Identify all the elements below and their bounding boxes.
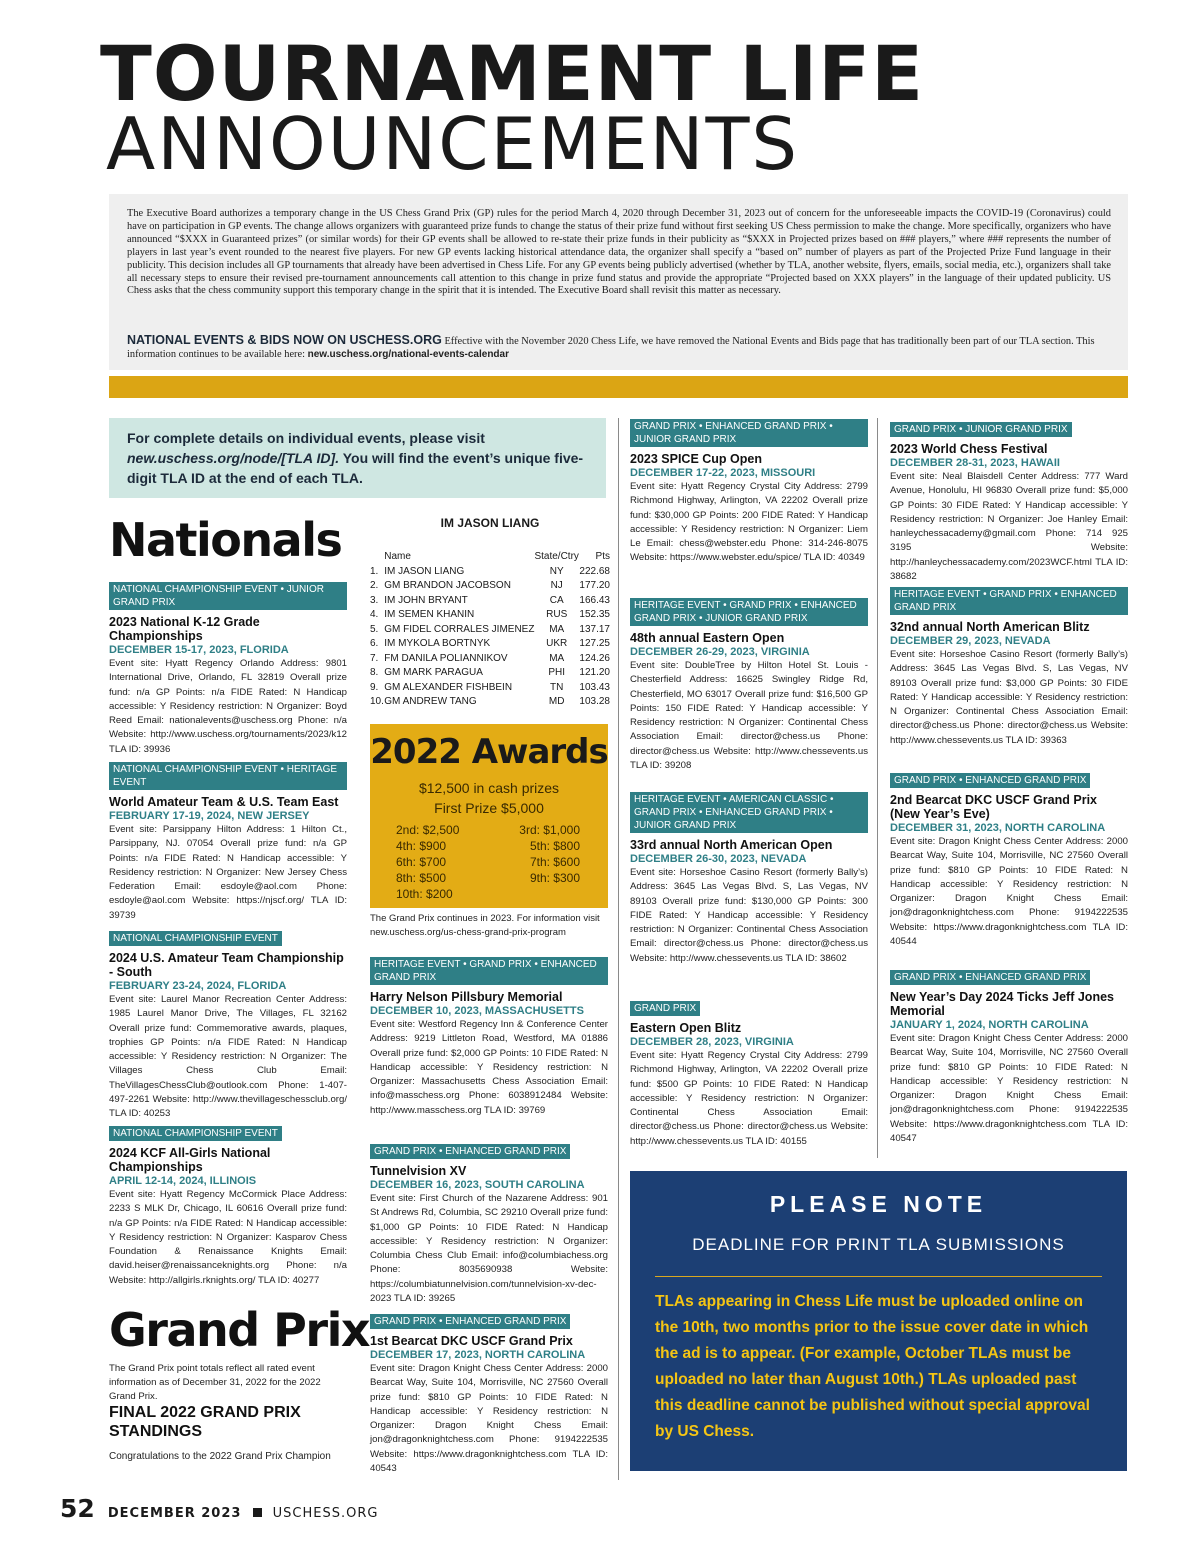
event-k12-championships <box>109 582 347 757</box>
event-date: DECEMBER 29, 2023, NEVADA <box>890 635 1051 647</box>
issue-date: DECEMBER 2023 <box>107 1506 242 1521</box>
rank: 10. <box>370 696 384 707</box>
page-title-line-2: ANNOUNCEMENTS <box>106 102 800 186</box>
player-pts: 103.43 <box>579 681 610 693</box>
event-tag: GRAND PRIX • ENHANCED GRAND PRIX <box>370 1144 570 1159</box>
details-callout <box>109 418 606 498</box>
event-body: Event site: Dragon Knight Chess Center Address: 2000 Bearcat Way, Suite 104, Morrisville, NC 27560 Overall prize fund: $810 GP Points: 10 FIDE Rated: N Handicap accessible: Y Residency restriction: N Organizer: Dragon Knight Chess Email: jon@dragonknightchess.com Phone: 9194222535 Website: https://www.dragonknightchess.com TLA ID: 40544 <box>890 836 1128 948</box>
event-title: Tunnelvision XV <box>370 1164 467 1178</box>
player-state: UKR <box>546 638 568 649</box>
event-body: Event site: Horseshoe Casino Resort (formerly Bally’s) Address: 3645 Las Vegas Blvd. S, Las Vegas, NV 89103 Overall prize fund: $130,000 GP Points: 300 FIDE Rated: Y Handicap accessible: Y Residency restriction: N Organizer: Continental Chess Association Email: director@chess.us Phone: director@chess.us Website: http://www.chessevents.us TLA ID: 38602 <box>630 867 868 964</box>
event-date: DECEMBER 28-31, 2023, HAWAII <box>890 457 1060 469</box>
prize-item: 2nd: $2,500 <box>396 823 460 837</box>
national-events-text: Effective with the November 2020 Chess Life, we have removed the National Events and Bids page that has traditionally been part of our TLA section. This information continues to be available here: <box>127 336 1095 360</box>
table-row <box>370 608 610 623</box>
event-tag: NATIONAL CHAMPIONSHIP EVENT • JUNIOR GRAND PRIX <box>109 582 347 610</box>
rank: 1. <box>370 565 379 577</box>
col-header-pts: Pts <box>595 551 610 562</box>
player-name: GM ANDREW TANG <box>384 696 477 707</box>
rank: 3. <box>370 594 379 606</box>
player-name: GM MARK PARAGUA <box>384 667 483 678</box>
event-eastern-open <box>630 598 868 773</box>
player-state: NY <box>549 565 564 577</box>
column-divider <box>877 418 878 1158</box>
player-name: GM ALEXANDER FISHBEIN <box>384 681 513 693</box>
prize-item: 7th: $600 <box>529 855 580 869</box>
event-eastern-open-blitz <box>630 998 868 1149</box>
standings-heading: FINAL 2022 GRAND PRIX STANDINGS <box>109 1404 301 1440</box>
details-url[interactable]: new.uschess.org/node/[TLA ID]. <box>127 450 340 466</box>
details-line-1: For complete details on individual events, please visit <box>127 430 485 446</box>
event-body: Event site: Laurel Manor Recreation Center Address: 1985 Laurel Manor Drive, The Villages, FL 32162 Overall prize fund: Commemorative awards, plaques, trophies GP Points: n/a FIDE Rated: N Handicap accessible: Y Residency restriction: N Organizer: The Villages Chess Club Email: TheVillagesChessClub@outlook.com Phone: 1-407-497-2261 Website: http://www.thevillageschessclub.org/ TLA ID: 40253 <box>109 994 347 1120</box>
player-name: IM JOHN BRYANT <box>384 594 468 606</box>
event-world-amateur-team <box>109 762 347 923</box>
player-state: MA <box>549 652 565 664</box>
event-tag: NATIONAL CHAMPIONSHIP EVENT <box>109 931 282 946</box>
prize-item: 9th: $300 <box>529 871 580 885</box>
event-date: DECEMBER 10, 2023, MASSACHUSETTS <box>370 1005 584 1017</box>
event-body: Event site: Horseshoe Casino Resort (formerly Bally’s) Address: 3645 Las Vegas Blvd. S, Las Vegas, NV 89103 Overall prize fund: $3,000 GP Points: 30 FIDE Rated: Y Handicap accessible: Y Residency restriction: N Organizer: Continental Chess Association Email: director@chess.us Phone: director@chess.us Website: http://www.chessevents.us TLA ID: 39363 <box>890 649 1128 746</box>
event-north-american-open <box>630 792 868 966</box>
event-date: DECEMBER 31, 2023, NORTH CAROLINA <box>890 822 1106 834</box>
gp-continues-note: The Grand Prix continues in 2023. For information visit new.uschess.org/us-chess-grand-prix-program <box>370 913 600 938</box>
please-note-divider <box>655 1276 1102 1277</box>
event-title: 2nd Bearcat DKC USCF Grand Prix (New Year’s Eve) <box>890 793 1097 821</box>
event-date: DECEMBER 28, 2023, VIRGINIA <box>630 1036 794 1048</box>
player-name: IM JASON LIANG <box>384 565 465 577</box>
site-url[interactable]: USCHESS.ORG <box>272 1506 379 1521</box>
page-title-line-1: TOURNAMENT LIFE <box>100 29 925 118</box>
prize-item: 10th: $200 <box>396 887 453 901</box>
event-title: 2023 SPICE Cup Open <box>630 452 762 466</box>
event-body: Event site: Dragon Knight Chess Center Address: 2000 Bearcat Way, Suite 104, Morrisville, NC 27560 Overall prize fund: $810 GP Points: 10 FIDE Rated: N Handicap accessible: Y Residency restriction: N Organizer: Dragon Knight Chess Email: jon@dragonknightchess.com Phone: 9194222535 Website: https://www.dragonknightchess.com TLA ID: 40543 <box>370 1363 608 1475</box>
event-title: 2023 World Chess Festival <box>890 442 1048 456</box>
event-body: Event site: Dragon Knight Chess Center Address: 2000 Bearcat Way, Suite 104, Morrisville, NC 27560 Overall prize fund: $810 GP Points: 10 FIDE Rated: N Handicap accessible: Y Residency restriction: N Organizer: Dragon Knight Chess Email: jon@dragonknightchess.com Phone: 9194222535 Website: https://www.dragonknightchess.com TLA ID: 40547 <box>890 1033 1128 1145</box>
col-header-state: State/Ctry <box>534 551 579 562</box>
event-title: 33rd annual North American Open <box>630 838 833 852</box>
event-tag: HERITAGE EVENT • AMERICAN CLASSIC • GRAND PRIX • ENHANCED GRAND PRIX • JUNIOR GRAND PRIX <box>630 792 868 833</box>
event-body: Event site: Hyatt Regency Crystal City Address: 2799 Richmond Highway, Arlington, VA 22202 Overall prize fund: $500 GP Points: 10 FIDE Rated: N Handicap accessible: Y Residency restriction: N Organizer: Continental Chess Association Email: director@chess.us Phone: director@chess.us Website: http://www.chessevents.us TLA ID: 40155 <box>630 1050 868 1147</box>
awards-prize-list <box>396 822 580 902</box>
details-text <box>127 428 597 488</box>
event-title: 2024 U.S. Amateur Team Championship - South <box>109 951 344 979</box>
player-name: IM MYKOLA BORTNYK <box>384 638 491 649</box>
prize-item: 3rd: $1,000 <box>519 823 580 837</box>
standings-table <box>370 550 610 710</box>
event-date: DECEMBER 26-30, 2023, NEVADA <box>630 853 807 865</box>
rank: 7. <box>370 652 379 664</box>
event-body: Event site: DoubleTree by Hilton Hotel St. Louis - Chesterfield Address: 16625 Swingley Ridge Rd, Chesterfield, MO 63017 Overall prize fund: $16,500 GP Points: 150 FIDE Rated: Y Handicap accessible: Y Residency restriction: N Organizer: Continental Chess Association Email: director@chess.us Phone: director@chess.us Website: http://www.chessevents.us TLA ID: 39208 <box>630 660 868 772</box>
event-title: 2023 National K-12 Grade Championships <box>109 615 260 643</box>
column-divider <box>618 418 619 1480</box>
event-kcf-all-girls <box>109 1123 347 1288</box>
event-date: DECEMBER 26-29, 2023, VIRGINIA <box>630 646 810 658</box>
please-note-title: PLEASE NOTE <box>769 1191 988 1217</box>
player-pts: 137.17 <box>579 623 610 635</box>
event-title: New Year’s Day 2024 Ticks Jeff Jones Memorial <box>890 990 1114 1018</box>
event-north-american-blitz <box>890 587 1128 748</box>
prize-item: 6th: $700 <box>396 855 447 869</box>
event-title: Eastern Open Blitz <box>630 1021 742 1035</box>
event-title: 2024 KCF All-Girls National Championships <box>109 1146 271 1174</box>
table-row <box>370 594 610 609</box>
prize-item: 5th: $800 <box>529 839 580 853</box>
event-tag: GRAND PRIX • ENHANCED GRAND PRIX <box>370 1314 570 1329</box>
rank: 6. <box>370 638 379 649</box>
event-spice-cup <box>630 419 868 566</box>
player-name: GM FIDEL CORRALES JIMENEZ <box>384 623 535 635</box>
grand-prix-intro: The Grand Prix point totals reflect all rated event information as of December 31, 2022 for the 2022 Grand Prix. <box>109 1363 321 1402</box>
table-header-row <box>370 550 610 565</box>
page-number: 52 <box>60 1494 95 1523</box>
event-tag: HERITAGE EVENT • GRAND PRIX • ENHANCED GRAND PRIX <box>890 587 1128 615</box>
player-pts: 121.20 <box>579 667 610 678</box>
event-tag: NATIONAL CHAMPIONSHIP EVENT • HERITAGE EVENT <box>109 762 347 790</box>
player-state: NJ <box>550 580 563 591</box>
table-row <box>370 579 610 594</box>
event-tag: NATIONAL CHAMPIONSHIP EVENT <box>109 1126 282 1141</box>
event-tag: GRAND PRIX <box>630 1001 700 1016</box>
event-body: Event site: Westford Regency Inn & Conference Center Address: 9219 Littleton Road, Westford, MA 01886 Overall prize fund: $2,000 GP Points: 10 FIDE Rated: N Handicap accessible: Y Residency restriction: N Organizer: Massachusetts Chess Association Email: info@masschess.org Phone: 6038912484 Website: http://www.masschess.org TLA ID: 39769 <box>370 1019 608 1116</box>
rank: 4. <box>370 609 379 620</box>
col-header-name: Name <box>384 551 411 562</box>
event-body: Event site: First Church of the Nazarene Address: 901 St Andrews Rd, Columbia, SC 29210 Overall prize fund: $1,000 GP Points: 10 FIDE Rated: N Handicap accessible: Y Residency restriction: N Organizer: Columbia Chess Club Email: info@columbiachess.org Phone: 8035690938 Website: https://columbiatunnelvision.com/tunnelvision-xv-dec-2023 TLA ID: 39265 <box>370 1193 608 1305</box>
event-tag: GRAND PRIX • JUNIOR GRAND PRIX <box>890 422 1072 437</box>
player-name: GM BRANDON JACOBSON <box>384 580 511 591</box>
table-row <box>370 623 610 638</box>
national-events-note <box>127 334 1111 361</box>
event-date: FEBRUARY 17-19, 2024, NEW JERSEY <box>109 810 310 822</box>
event-title: Harry Nelson Pillsbury Memorial <box>370 990 563 1004</box>
player-pts: 103.28 <box>579 696 610 707</box>
event-2nd-bearcat <box>890 770 1128 949</box>
table-row <box>370 695 610 710</box>
awards-cash: $12,500 in cash prizes <box>418 780 560 796</box>
event-body: Event site: Hyatt Regency Orlando Address: 9801 International Drive, Orlando, FL 32819 Overall prize fund: n/a GP Points: n/a FIDE Rated: N Handicap accessible: Y Residency restriction: N Organizer: Boyd Reed Email: nationalevents@uschess.org Phone: n/a Website: http://www.uschess.org/tournaments/2023/k12 TLA ID: 39936 <box>109 658 347 755</box>
event-date: FEBRUARY 23-24, 2024, FLORIDA <box>109 980 287 992</box>
rank: 9. <box>370 681 379 693</box>
player-state: MD <box>548 696 565 707</box>
event-us-amateur-team-south <box>109 928 347 1122</box>
gp-rules-notice <box>109 194 1128 370</box>
event-tunnelvision <box>370 1141 608 1306</box>
event-date: DECEMBER 17-22, 2023, MISSOURI <box>630 467 816 479</box>
event-tag: GRAND PRIX • ENHANCED GRAND PRIX • JUNIOR GRAND PRIX <box>630 419 868 447</box>
event-tag: GRAND PRIX • ENHANCED GRAND PRIX <box>890 773 1090 788</box>
awards-first-prize: First Prize $5,000 <box>434 800 544 816</box>
player-pts: 177.20 <box>579 580 610 591</box>
player-state: TN <box>550 681 564 693</box>
national-events-link[interactable]: new.uschess.org/national-events-calendar <box>307 349 509 360</box>
player-state: PHI <box>548 667 566 678</box>
rank: 2. <box>370 580 379 591</box>
player-name: IM SEMEN KHANIN <box>384 609 475 620</box>
player-pts: 152.35 <box>579 609 610 620</box>
event-date: DECEMBER 15-17, 2023, FLORIDA <box>109 644 289 656</box>
awards-title: 2022 Awards <box>370 732 608 772</box>
table-row <box>370 637 610 652</box>
event-body: Event site: Parsippany Hilton Address: 1 Hilton Ct., Parsippany, NJ. 07054 Overall prize fund: n/a GP Points: n/a FIDE Rated: N Handicap accessible: Y Residency restriction: N Organizer: New Jersey Chess Federation Email: esdoyle@aol.com Phone: esdoyle@aol.com Website: https://njscf.org/ TLA ID: 39739 <box>109 824 347 921</box>
awards-box <box>370 724 608 908</box>
player-pts: 166.43 <box>579 594 610 606</box>
please-note-body: TLAs appearing in Chess Life must be uploaded online on the 10th, two months prior to the issue cover date in which the ad is to appear. (For example, October TLAs must be uploaded no later than August 10th.) TLAs uploaded past this deadline cannot be published without special approval by US Chess. <box>655 1293 1090 1440</box>
grand-prix-heading: Grand Prix <box>109 1303 370 1357</box>
player-pts: 127.25 <box>579 638 610 649</box>
event-world-chess-festival <box>890 419 1128 584</box>
event-body: Event site: Hyatt Regency Crystal City Address: 2799 Richmond Highway, Arlington, VA 22202 Overall prize fund: $30,000 GP Points: 200 FIDE Rated: Y Handicap accessible: Y Residency restriction: N Organizer: Liem Le Email: chess@webster.edu Phone: 314-246-8075 Website: https://www.webster.edu/spice/ TLA ID: 40349 <box>630 481 868 564</box>
event-tag: GRAND PRIX • ENHANCED GRAND PRIX <box>890 970 1090 985</box>
congrats-text: Congratulations to the 2022 Grand Prix Champion <box>109 1451 331 1462</box>
event-title: 32nd annual North American Blitz <box>890 620 1090 634</box>
player-state: MA <box>549 623 565 635</box>
event-tag: HERITAGE EVENT • GRAND PRIX • ENHANCED GRAND PRIX • JUNIOR GRAND PRIX <box>630 598 868 626</box>
notice-text: The Executive Board authorizes a temporary change in the US Chess Grand Prix (GP) rules for the period March 4, 2020 through December 31, 2023 out of concern for the unforeseeable impacts the COVID-19 (Coronavirus) could have on participation in GP events. The change allows organizers with guaranteed prize funds to change the status of their prize fund without first seeking US Chess permission to make the change. More specifically, organizers who have announced “$XXX in Guaranteed prizes” (or similar words) for their GP events shall be allowed to re-state their prize funds in their publicity as “$XXX in Projected prizes based on ### players,” where ### represents the number of players in last year’s event rounded to the nearest five players. For new GP events lacking historical attendance data, the organizer shall specify a “based on” number of players as part of the Projected Prize Fund language in their publicity. This decision includes all GP tournaments that already have been advertised in Chess Life. For any GP events being publicly advertised (whether by TLA, another website, flyers, emails, social media, etc.), organizers shall take all necessary steps to ensure their revised pre-tournament announcements call attention to this change in prize fund status and provide the appropriate “Projected based on XXX players” in the language of their updated publicity. US Chess asks that the chess community support this temporary change in the spirit that it is intended. The Executive Board shall revisit this matter as necessary. <box>127 208 1111 297</box>
square-separator-icon <box>253 1508 262 1517</box>
rank: 8. <box>370 667 379 678</box>
event-date: APRIL 12-14, 2024, ILLINOIS <box>109 1175 257 1187</box>
page-footer <box>60 1494 378 1523</box>
event-date: DECEMBER 17, 2023, NORTH CAROLINA <box>370 1349 586 1361</box>
please-note-box <box>630 1171 1127 1471</box>
table-row <box>370 666 610 681</box>
prize-item: 8th: $500 <box>396 871 447 885</box>
event-title: 48th annual Eastern Open <box>630 631 785 645</box>
player-state: RUS <box>546 609 568 620</box>
player-state: CA <box>549 594 564 606</box>
please-note-subtitle: DEADLINE FOR PRINT TLA SUBMISSIONS <box>692 1235 1065 1254</box>
event-pillsbury-memorial <box>370 957 608 1118</box>
event-body: Event site: Neal Blaisdell Center Address: 777 Ward Avenue, Honolulu, HI 96830 Overall prize fund: $5,000 GP Points: 30 FIDE Rated: Y Handicap accessible: Y Residency restriction: N Organizer: Joe Hanley Email: hanleychessacademy@gmail.com Phone: 714 925 3195 Website: http://hanleychessacademy.com/2023WCF.html TLA ID: 38682 <box>890 471 1128 583</box>
event-body: Event site: Hyatt Regency McCormick Place Address: 2233 S MLK Dr, Chicago, IL 60616 Overall prize fund: n/a GP Points: n/a FIDE Rated: N Handicap accessible: Y Residency restriction: N Organizer: Kasparov Chess Foundation & Renaissance Knights Email: david.heiser@renaissanceknights.org Phone: n/a Website: http://allgirls.rknights.org/ TLA ID: 40277 <box>109 1189 347 1286</box>
table-row <box>370 652 610 667</box>
event-title: 1st Bearcat DKC USCF Grand Prix <box>370 1334 573 1348</box>
event-new-years-day <box>890 967 1128 1146</box>
national-events-heading: NATIONAL EVENTS & BIDS NOW ON USCHESS.ORG <box>127 333 442 347</box>
player-pts: 124.26 <box>579 652 610 664</box>
prize-item: 4th: $900 <box>396 839 447 853</box>
event-date: JANUARY 1, 2024, NORTH CAROLINA <box>890 1019 1089 1031</box>
gp-champion: IM JASON LIANG <box>440 516 540 530</box>
event-1st-bearcat <box>370 1311 608 1476</box>
table-row <box>370 681 610 696</box>
nationals-heading: Nationals <box>109 513 342 567</box>
player-name: FM DANILA POLIANNIKOV <box>384 652 508 664</box>
event-title: World Amateur Team & U.S. Team East <box>109 795 339 809</box>
player-pts: 222.68 <box>579 565 610 577</box>
details-line-3: You will find the event’s unique five-digit TLA ID at the end of each TLA. <box>127 450 584 486</box>
table-row <box>370 565 610 580</box>
event-date: DECEMBER 16, 2023, SOUTH CAROLINA <box>370 1179 585 1191</box>
rank: 5. <box>370 623 379 635</box>
event-tag: HERITAGE EVENT • GRAND PRIX • ENHANCED GRAND PRIX <box>370 957 608 985</box>
gold-divider <box>109 376 1128 398</box>
